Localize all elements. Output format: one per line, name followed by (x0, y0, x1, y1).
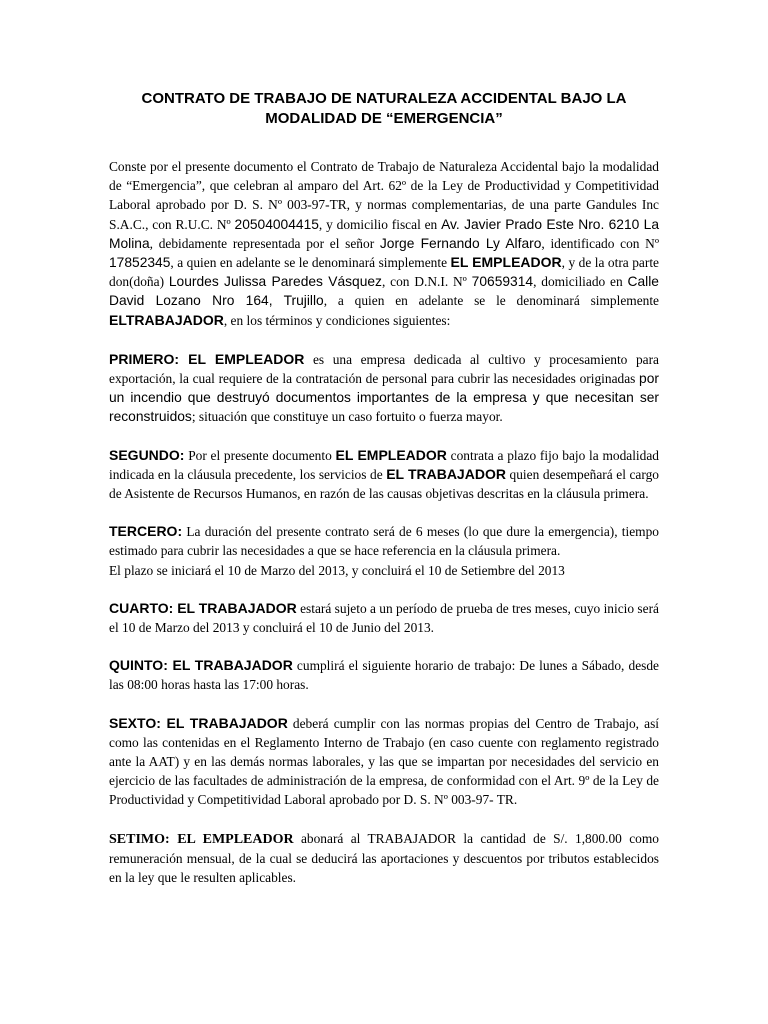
intro-text: , en los términos y condiciones siguientes: (223, 312, 451, 328)
worker-term: ELTRABAJADOR (109, 311, 224, 328)
intro-text: , a quien en adelante se le denominará simplemente (323, 293, 660, 309)
intro-text: , debidamente representada por el señor (149, 235, 380, 251)
representative-name: Jorge Fernando Ly Alfaro (379, 235, 542, 251)
clause-label: PRIMERO: EL EMPLEADOR (109, 350, 305, 367)
worker-name: Lourdes Julissa Paredes Vásquez (168, 274, 382, 290)
clause-setimo (109, 829, 659, 888)
worker-term: EL TRABAJADOR (386, 465, 506, 482)
intro-text: , con D.N.I. Nº (381, 274, 472, 290)
clause-text: estará sujeto a un período de prueba de tres meses, cuyo inicio será el 10 de Marzo del 2013 y concluirá el 10 de Junio del 2013. (109, 600, 659, 636)
clause-quinto (109, 656, 659, 694)
clause-text: deberá cumplir con las normas propias del Centro de Trabajo, así como las contenidas en el Reglamento Interno de Trabajo (en caso cuente con reglamento registrado ante la AAT) y en las demás normas laborales, y las que se impartan por necesidades del servicio en ejercicio de las facultades de administración de la empresa, de conformidad con el Art. 9º de la Ley de Productividad y Competitividad Laboral aprobado por D. S. Nº 003-97- TR. (109, 715, 659, 808)
clause-segundo (109, 446, 659, 504)
document-title (109, 89, 659, 129)
clause-text: abonará al TRABAJADOR la cantidad de S/. 1,800.00 como remuneración mensual, de la cual se deducirá las aportaciones y descuentos por tributos establecidos en la ley que le resulten aplicables. (109, 830, 659, 886)
intro-text: , y de la otra parte don(doña) (109, 255, 659, 290)
intro-paragraph (109, 157, 659, 330)
clause-text: contrata a plazo fijo bajo la modalidad indicada en la cláusula precedente, los servicios de (109, 447, 659, 482)
emergency-reason: por un incendio que destruyó documentos importantes de la empresa y que necesitan ser reconstruidos (109, 371, 659, 425)
intro-text: , domiciliado en (533, 274, 628, 290)
clause-label: SETIMO: EL EMPLEADOR (109, 831, 294, 847)
clause-label: SEXTO: EL TRABAJADOR (109, 714, 288, 731)
clause-text: cumplirá el siguiente horario de trabajo: De lunes a Sábado, desde las 08:00 horas hasta las 17:00 horas. (109, 658, 659, 693)
clause-text: quien desempeñará el cargo de Asistente de Recursos Humanos, en razón de las causas objetivas descritas en la cláusula primera. (109, 466, 659, 502)
title-line-1: CONTRATO DE TRABAJO DE NATURALEZA ACCIDENTAL BAJO LA (141, 90, 627, 107)
worker-address: Calle David Lozano Nro 164, Trujillo (109, 274, 659, 309)
employer-term: EL EMPLEADOR (450, 254, 562, 271)
clause-label: CUARTO: EL TRABAJADOR (109, 599, 297, 616)
intro-text: , y domicilio fiscal en (318, 216, 442, 232)
clause-primero (109, 350, 659, 427)
intro-text: Conste por el presente documento el Contrato de Trabajo de Naturaleza Accidental bajo la modalidad de “Emergencia”, que celebran al amparo del Art. 62º de la Ley de Productividad y Competitividad Laboral aprobado por D. S. Nº 003-97-TR, y normas complementarias, de una parte Gandules Inc S.A.C., con R.U.C. Nº (109, 159, 659, 232)
contract-term-dates: El plazo se iniciará el 10 de Marzo del 2013, y concluirá el 10 de Setiembre del 2013 (109, 562, 565, 578)
clause-text: es una empresa dedicada al cultivo y procesamiento para exportación, la cual requiere de la contratación de personal para cubrir las necesidades originadas (109, 351, 660, 387)
contract-document (109, 89, 659, 906)
worker-id: 70659314 (471, 274, 534, 290)
clause-text: La duración del presente contrato será de 6 meses (lo que dure la emergencia), tiempo estimado para cubrir las necesidades a que se hace referencia en la cláusula primera. (109, 524, 659, 559)
clause-text: ; situación que constituye un caso fortuito o fuerza mayor. (191, 409, 503, 425)
clause-sexto (109, 714, 659, 810)
company-ruc: 20504004415 (234, 216, 319, 232)
clause-label: TERCERO: (109, 523, 183, 540)
representative-id: 17852345 (109, 255, 171, 271)
intro-text: , identificado con Nº (541, 235, 659, 251)
clause-tercero (109, 522, 659, 580)
company-address: Av. Javier Prado Este Nro. 6210 La Molina (109, 216, 659, 251)
intro-text: , a quien en adelante se le denominará simplemente (170, 255, 451, 271)
clause-label: SEGUNDO: (109, 446, 185, 463)
clause-cuarto (109, 599, 659, 637)
title-line-2: MODALIDAD DE “EMERGENCIA” (265, 110, 503, 127)
clause-text: Por el presente documento (184, 447, 336, 463)
clause-label: QUINTO: EL TRABAJADOR (109, 657, 293, 674)
employer-term: EL EMPLEADOR (335, 446, 447, 463)
